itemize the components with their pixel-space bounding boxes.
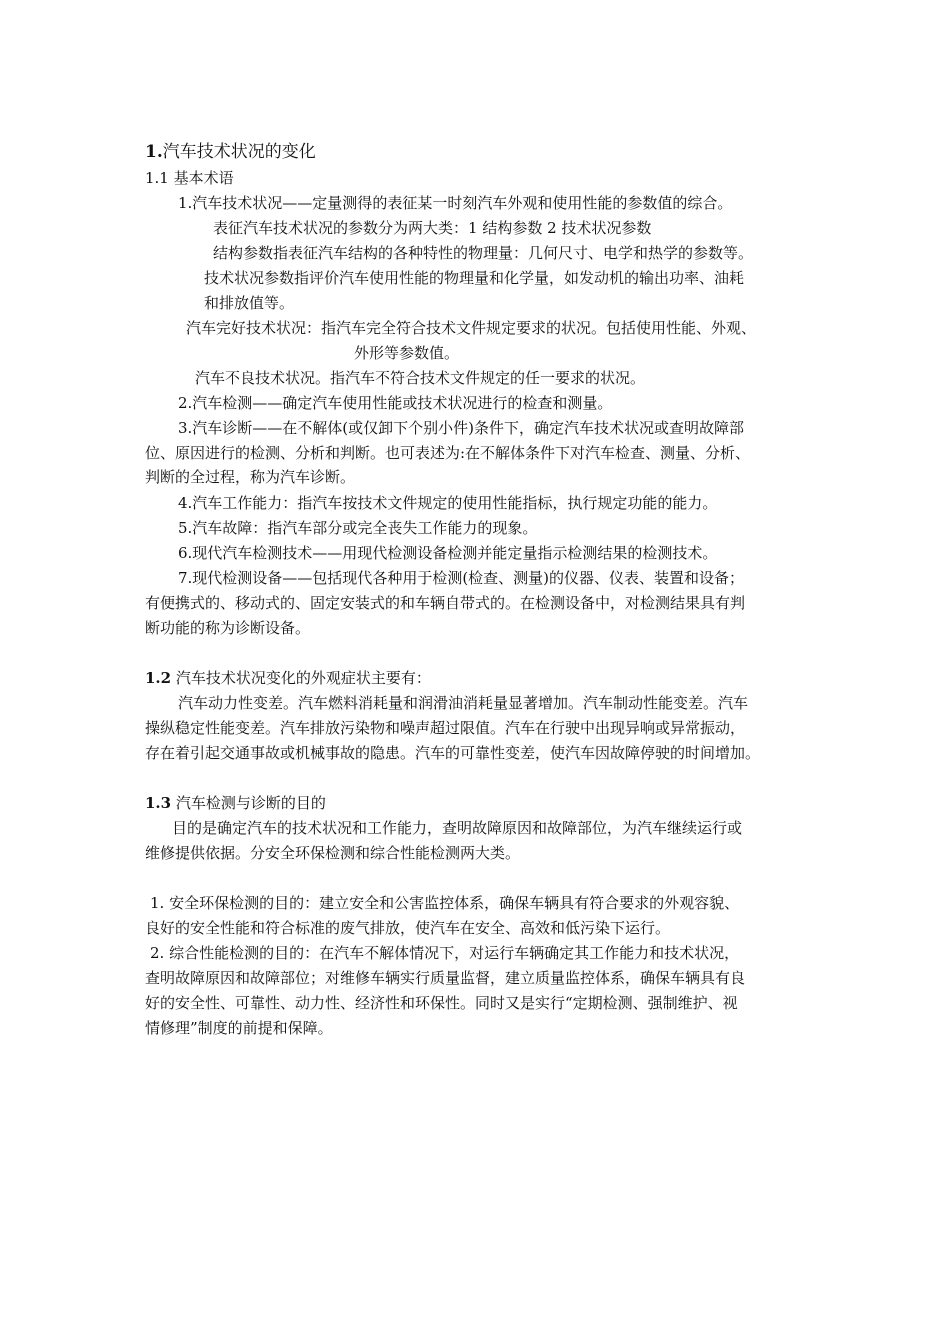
paragraph-line: 结构参数指表征汽车结构的各种特性的物理量：几何尺寸、电学和热学的参数等。	[213, 244, 754, 262]
paragraph-line: 技术状况参数指评价汽车使用性能的物理量和化学量，如发动机的输出功率、油耗	[204, 269, 745, 287]
paragraph-line: 2.汽车检测——确定汽车使用性能或技术状况进行的检查和测量。	[178, 394, 613, 412]
paragraph-line: 表征汽车技术状况的参数分为两大类：1 结构参数 2 技术状况参数	[213, 219, 652, 237]
paragraph-line: 查明故障原因和故障部位；对维修车辆实行质量监督，建立质量监控体系，确保车辆具有良	[145, 969, 746, 987]
paragraph-line: 7.现代检测设备——包括现代各种用于检测(检查、测量)的仪器、仪表、装置和设备；	[178, 569, 745, 587]
paragraph-line: 好的安全性、可靠性、动力性、经济性和环保性。同时又是实行“定期检测、强制维护、视	[145, 994, 738, 1012]
paragraph-line: 断功能的称为诊断设备。	[145, 619, 311, 637]
paragraph-line: 操纵稳定性能变差。汽车排放污染物和噪声超过限值。汽车在行驶中出现异响或异常振动，	[145, 719, 746, 737]
paragraph-line: 目的是确定汽车的技术状况和工作能力，查明故障原因和故障部位，为汽车继续运行或	[172, 819, 743, 837]
paragraph-line: 位、原因进行的检测、分析和判断。也可表述为:在不解体条件下对汽车检查、测量、分析、	[145, 444, 751, 462]
section-heading-1-1: 1.1 基本术语	[145, 169, 234, 187]
paragraph-line: 汽车不良技术状况。指汽车不符合技术文件规定的任一要求的状况。	[195, 369, 646, 387]
section-number: 1.3	[145, 794, 172, 812]
paragraph-line: 2. 综合性能检测的目的：在汽车不解体情况下，对运行车辆确定其工作能力和技术状况，	[150, 944, 740, 962]
title-number: 1.	[145, 142, 163, 162]
paragraph-line: 存在着引起交通事故或机械事故的隐患。汽车的可靠性变差，使汽车因故障停驶的时间增加。	[145, 744, 761, 762]
section-heading-text: 汽车检测与诊断的目的	[171, 794, 326, 812]
paragraph-line: 1. 安全环保检测的目的：建立安全和公害监控体系，确保车辆具有符合要求的外观容貌、	[150, 894, 740, 912]
paragraph-line: 有便携式的、移动式的、固定安装式的和车辆自带式的。在检测设备中，对检测结果具有判	[145, 594, 746, 612]
section-heading-text: 汽车技术状况变化的外观症状主要有：	[171, 669, 431, 687]
paragraph-line: 外形等参数值。	[354, 344, 460, 362]
paragraph-line: 判断的全过程，称为汽车诊断。	[145, 468, 356, 486]
paragraph-line: 维修提供依据。分安全环保检测和综合性能检测两大类。	[145, 844, 521, 862]
paragraph-line: 6.现代汽车检测技术——用现代检测设备检测并能定量指示检测结果的检测技术。	[178, 544, 718, 562]
paragraph-line: 5.汽车故障：指汽车部分或完全丧失工作能力的现象。	[178, 519, 538, 537]
section-heading-1-2	[145, 668, 431, 690]
section-number: 1.2	[145, 669, 172, 687]
doc-title	[145, 142, 316, 164]
paragraph-line: 3.汽车诊断——在不解体(或仅卸下个别小件)条件下，确定汽车技术状况或查明故障部	[178, 419, 745, 437]
paragraph-line: 4.汽车工作能力：指汽车按技术文件规定的使用性能指标，执行规定功能的能力。	[178, 494, 718, 512]
paragraph-line: 和排放值等。	[204, 294, 295, 312]
paragraph-line: 汽车完好技术状况：指汽车完全符合技术文件规定要求的状况。包括使用性能、外观、	[186, 319, 757, 337]
paragraph-line: 1.汽车技术状况——定量测得的表征某一时刻汽车外观和使用性能的参数值的综合。	[178, 194, 733, 212]
section-heading-1-3	[145, 793, 326, 815]
paragraph-line: 汽车动力性变差。汽车燃料消耗量和润滑油消耗量显著增加。汽车制动性能变差。汽车	[178, 694, 749, 712]
paragraph-line: 情修理”制度的前提和保障。	[145, 1019, 333, 1037]
title-text: 汽车技术状况的变化	[162, 142, 316, 162]
paragraph-line: 良好的安全性能和符合标准的废气排放，使汽车在安全、高效和低污染下运行。	[145, 919, 671, 937]
